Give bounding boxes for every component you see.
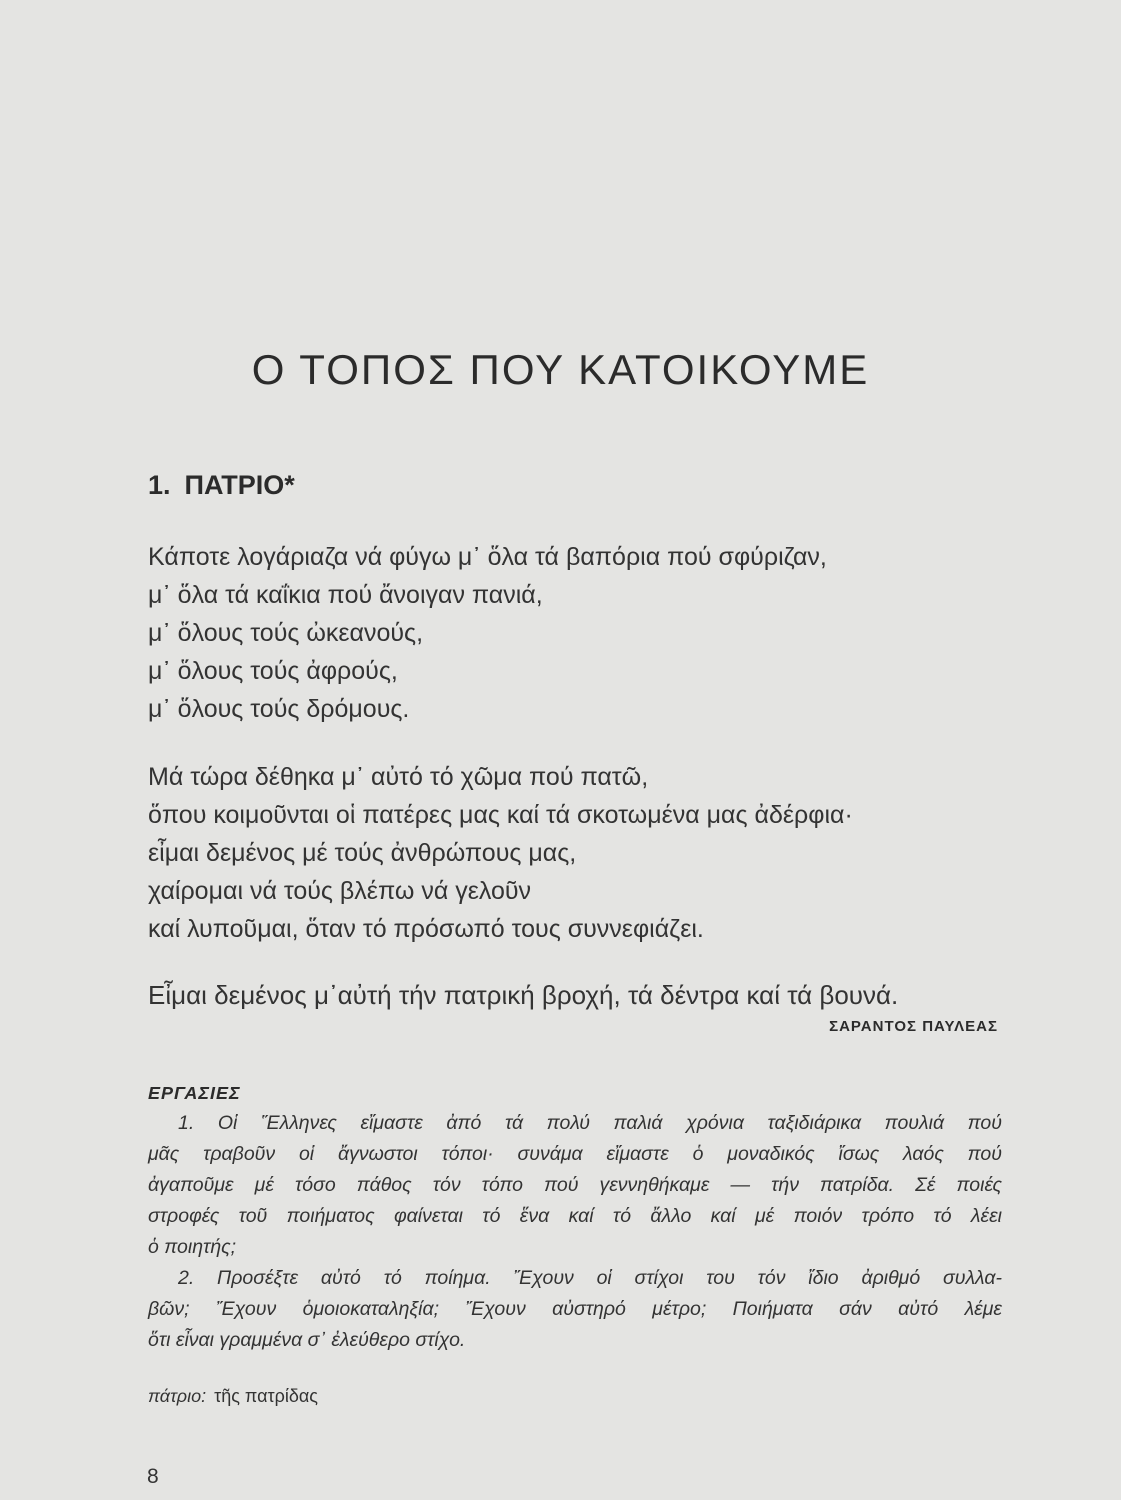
- poem-line: μ᾿ ὅλους τούς ἀφρούς,: [148, 657, 398, 685]
- poem-line: εἶμαι δεμένος μέ τούς ἀνθρώπους μας,: [148, 839, 577, 867]
- footnote-term: πάτριο:: [148, 1386, 207, 1406]
- exercise-line: βῶν; Ἔχουν ὁμοιοκαταληξία; Ἔχουν αὐστηρό μέτρο; Ποιήματα σάν αὐτό λέμε: [148, 1298, 1002, 1320]
- poem-stanza-2: [148, 758, 1018, 948]
- poem-number: 1.: [148, 470, 171, 500]
- poem-stanza-1: [148, 538, 1018, 728]
- poem-title: ΠΑΤΡΙΟ*: [184, 470, 295, 500]
- exercises-list: [148, 1108, 1002, 1356]
- poem-line: χαίρομαι νά τούς βλέπω νά γελοῦν: [148, 877, 532, 905]
- poem-line: μ᾿ ὅλα τά καΐκια πού ἄνοιγαν πανιά,: [148, 581, 543, 609]
- poem-line: μ᾿ ὅλους τούς ὠκεανούς,: [148, 619, 424, 647]
- exercise-line: ὁ ποιητής;: [148, 1236, 237, 1258]
- exercise-line: 1. Οἱ Ἕλληνες εἴμαστε ἀπό τά πολύ παλιά χρόνια ταξιδιάρικα πουλιά πού: [178, 1112, 1002, 1134]
- exercise-line: ἀγαποῦμε μέ τόσο πάθος τόν τόπο πού γεννηθήκαμε — τήν πατρίδα. Σέ ποιές: [148, 1174, 1002, 1196]
- poem-author: ΣΑΡΑΝΤΟΣ ΠΑΥΛΕΑΣ: [829, 1018, 998, 1035]
- poem-stanza-3: [148, 976, 1018, 1014]
- footnote: [148, 1386, 318, 1407]
- exercise-line: ὅτι εἶναι γραμμένα σ᾿ ἐλεύθερο στίχο.: [148, 1329, 466, 1351]
- poem-line: Εἶμαι δεμένος μ᾿αὐτή τήν πατρική βροχή, τά δέντρα καί τά βουνά.: [148, 980, 899, 1010]
- exercise-line: στροφές τοῦ ποιήματος φαίνεται τό ἕνα καί τό ἄλλο καί μέ ποιόν τρόπο τό λέει: [148, 1205, 1002, 1227]
- poem-line: Κάποτε λογάριαζα νά φύγω μ᾿ ὅλα τά βαπόρια πού σφύριζαν,: [148, 543, 827, 571]
- exercises-heading: ΕΡΓΑΣΙΕΣ: [148, 1083, 241, 1103]
- poem-heading: [148, 470, 295, 501]
- footnote-definition: τῆς πατρίδας: [214, 1386, 318, 1406]
- page-number: 8: [147, 1465, 159, 1488]
- poem-line: Μά τώρα δέθηκα μ᾿ αὐτό τό χῶμα πού πατῶ,: [148, 763, 649, 791]
- poem-line: ὅπου κοιμοῦνται οἱ πατέρες μας καί τά σκοτωμένα μας ἀδέρφια·: [148, 801, 853, 829]
- exercise-line: μᾶς τραβοῦν οἱ ἄγνωστοι τόποι· συνάμα εἴμαστε ὁ μοναδικός ἴσως λαός πού: [148, 1143, 1002, 1165]
- exercise-line: 2. Προσέξτε αὐτό τό ποίημα. Ἔχουν οἱ στίχοι του τόν ἴδιο ἀριθμό συλλα-: [178, 1267, 1002, 1289]
- poem-line: μ᾿ ὅλους τούς δρόμους.: [148, 695, 410, 723]
- poem-line: καί λυποῦμαι, ὅταν τό πρόσωπό τους συννεφιάζει.: [148, 915, 704, 943]
- chapter-title: Ο ΤΟΠΟΣ ΠΟΥ ΚΑΤΟΙΚΟΥΜΕ: [251, 346, 870, 393]
